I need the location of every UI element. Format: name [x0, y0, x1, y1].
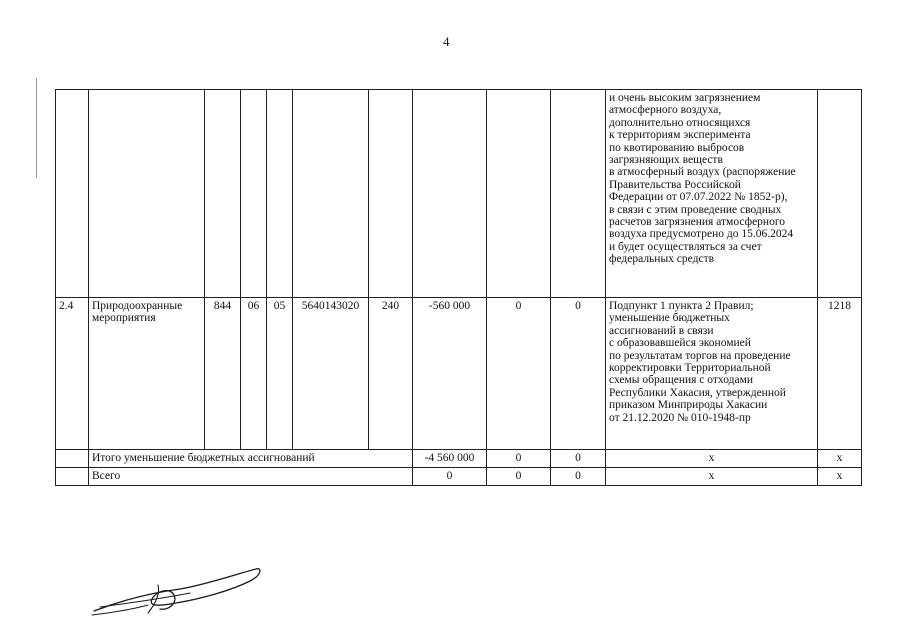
cell-code: х [818, 450, 862, 468]
justification-line: к территориям эксперимента [609, 129, 751, 142]
cell-amount-2: 0 [487, 298, 551, 450]
justification-line: Подпункт 1 пункта 2 Правил; [609, 300, 754, 312]
margin-registration-stamp [16, 70, 56, 190]
table-row-continued [56, 90, 862, 298]
cell-justification: х [606, 450, 818, 468]
cell-amount-3: 0 [551, 450, 606, 468]
budget-allocation-table [55, 89, 862, 486]
name-line: мероприятия [92, 312, 156, 325]
justification-line: воздуха предусмотрено до 15.06.2024 [609, 228, 794, 241]
justification-line: и будет осуществляться за счет [609, 240, 762, 253]
justification-line: от 21.12.2020 № 010-1948-пр [609, 411, 751, 424]
cell-total-decrease-label: Итого уменьшение бюджетных ассигнований [89, 450, 413, 468]
cell-name [89, 90, 205, 298]
cell-grand-total-label: Всего [89, 468, 413, 486]
page-number: 4 [443, 34, 450, 49]
cell-target-article: 5640143020 [293, 298, 369, 450]
cell-justification: х [606, 468, 818, 486]
stamp-divider [36, 78, 37, 178]
cell-amount-1: -4 560 000 [413, 450, 487, 468]
justification-line: и очень высоким загрязнением [609, 92, 761, 104]
cell-amount-3: 0 [551, 298, 606, 450]
justification-line: федеральных средств [609, 253, 715, 266]
cell-section [241, 90, 267, 298]
cell-amount-2 [487, 90, 551, 298]
table-row-total-decrease [56, 450, 862, 468]
cell-ministry: 844 [205, 298, 241, 450]
justification-line: корректировки Территориальной [609, 362, 771, 375]
cell-amount-1: 0 [413, 468, 487, 486]
cell-amount-1: -560 000 [413, 298, 487, 450]
cell-amount-3 [551, 90, 606, 298]
cell-num [56, 468, 89, 486]
justification-line: уменьшение бюджетных [609, 312, 730, 325]
cell-subsection [267, 90, 293, 298]
handwritten-signature [90, 563, 265, 618]
justification-line: приказом Минприроды Хакасии [609, 399, 768, 412]
cell-justification [606, 298, 818, 450]
justification-line: атмосферного воздуха, [609, 104, 722, 117]
table-row-grand-total [56, 468, 862, 486]
justification-line: расчетов загрязнения атмосферного [609, 216, 786, 229]
justification-line: схемы обращения с отходами [609, 374, 754, 387]
cell-num: 2.4 [56, 298, 89, 450]
cell-code [818, 90, 862, 298]
name-line: Природоохранные [92, 300, 183, 312]
cell-code: 1218 [818, 298, 862, 450]
cell-num [56, 90, 89, 298]
justification-line: загрязняющих веществ [609, 154, 723, 167]
cell-target-article [293, 90, 369, 298]
cell-code: х [818, 468, 862, 486]
cell-amount-1 [413, 90, 487, 298]
cell-name [89, 298, 205, 450]
justification-line: по квотированию выбросов [609, 141, 745, 154]
justification-line: по результатам торгов на проведение [609, 349, 791, 362]
justification-line: Федерации от 07.07.2022 № 1852-р), [609, 191, 788, 204]
justification-line: Правительства Российской [609, 178, 741, 191]
cell-expense-type [369, 90, 413, 298]
cell-amount-2: 0 [487, 468, 551, 486]
cell-amount-3: 0 [551, 468, 606, 486]
justification-line: дополнительно относящихся [609, 116, 751, 129]
cell-num [56, 450, 89, 468]
cell-subsection: 05 [267, 298, 293, 450]
cell-section: 06 [241, 298, 267, 450]
justification-line: в связи с этим проведение сводных [609, 203, 782, 216]
cell-amount-2: 0 [487, 450, 551, 468]
justification-line: в атмосферный воздух (распоряжение [609, 166, 796, 179]
cell-expense-type: 240 [369, 298, 413, 450]
cell-ministry [205, 90, 241, 298]
justification-line: Республики Хакасия, утвержденной [609, 386, 786, 399]
justification-line: с образовавшейся экономией [609, 337, 751, 350]
cell-justification [606, 90, 818, 298]
table-row-2-4 [56, 298, 862, 450]
justification-line: ассигнований в связи [609, 324, 714, 337]
